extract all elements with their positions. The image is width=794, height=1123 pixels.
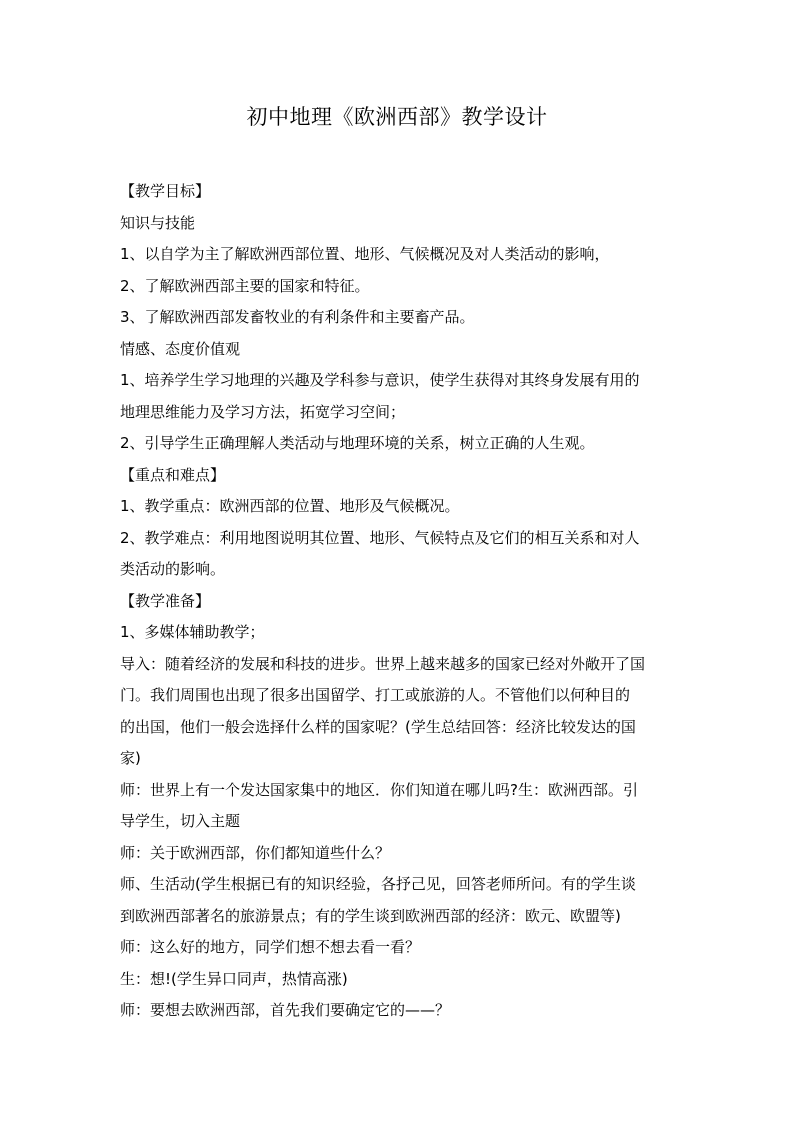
document-body <box>120 176 680 1027</box>
paragraph-line: 门。我们周围也出现了很多出国留学、打工或旅游的人。不管他们以何种目的 <box>120 686 631 704</box>
paragraph-line: 的出国，他们一般会选择什么样的国家呢？(学生总结回答：经济比较发达的国 <box>120 717 636 736</box>
paragraph-line: 师：要想去欧洲西部，首先我们要确定它的——？ <box>120 1001 451 1019</box>
paragraph-line: 2、引导学生正确理解人类活动与地理环境的关系，树立正确的人生观。 <box>120 434 595 452</box>
paragraph-line: 导学生，切入主题 <box>120 812 241 830</box>
paragraph-line: 类活动的影响。 <box>120 560 226 578</box>
paragraph-line: 2、教学难点：利用地图说明其位置、地形、气候特点及它们的相互关系和对人 <box>120 528 640 547</box>
paragraph-line: 师：世界上有一个发达国家集中的地区．你们知道在哪儿吗?生：欧洲西部。引 <box>120 780 638 799</box>
paragraph-line: 师：这么好的地方，同学们想不想去看一看？ <box>120 938 421 956</box>
paragraph-line: 生：想!(学生异口同声，热情高涨) <box>120 969 348 988</box>
paragraph-line: 【教学准备】 <box>120 591 211 610</box>
paragraph-line: 地理思维能力及学习方法，拓宽学习空间； <box>120 402 406 421</box>
paragraph-line: 家) <box>120 749 141 767</box>
paragraph-line: 1、教学重点：欧洲西部的位置、地形及气候概况。 <box>120 497 460 515</box>
paragraph-line: 2、了解欧洲西部主要的国家和特征。 <box>120 276 370 295</box>
paragraph-line: 到欧洲西部著名的旅游景点；有的学生谈到欧洲西部的经济：欧元、欧盟等) <box>120 906 621 925</box>
paragraph-line: 【重点和难点】 <box>120 465 226 484</box>
paragraph-line: 师：关于欧洲西部，你们都知道些什么？ <box>120 843 391 862</box>
paragraph-line: 导入：随着经济的发展和科技的进步。世界上越来越多的国家已经对外敞开了国 <box>120 654 646 673</box>
paragraph-line: 1、多媒体辅助教学； <box>120 623 265 641</box>
paragraph-line: 1、培养学生学习地理的兴趣及学科参与意识，使学生获得对其终身发展有用的 <box>120 371 640 389</box>
paragraph-line: 情感、态度价值观 <box>120 339 241 358</box>
paragraph-line: 【教学目标】 <box>120 182 211 200</box>
paragraph-line: 3、了解欧洲西部发畜牧业的有利条件和主要畜产品。 <box>120 308 475 326</box>
paragraph-line: 1、以自学为主了解欧洲西部位置、地形、气候概况及对人类活动的影响， <box>120 245 610 263</box>
document-title: 初中地理《欧洲西部》教学设计 <box>246 105 548 129</box>
paragraph-line: 师、生活动(学生根据已有的知识经验，各抒己见，回答老师所问。有的学生谈 <box>120 875 636 893</box>
paragraph-line: 知识与技能 <box>120 213 196 232</box>
